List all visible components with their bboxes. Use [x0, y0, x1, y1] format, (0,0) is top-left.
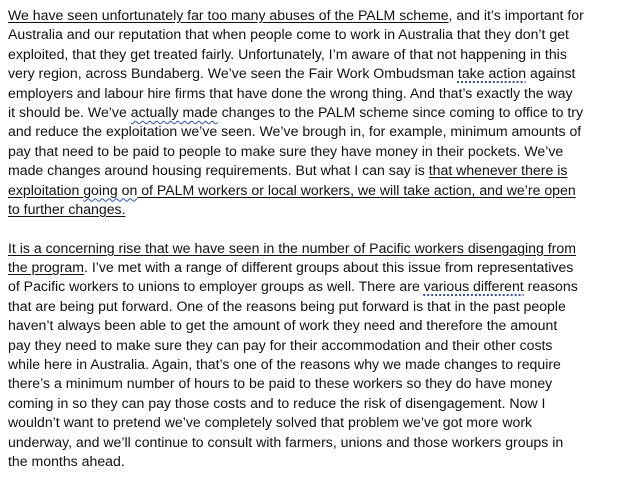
underlined-text: We have seen unfortunately far too many abuses of the PALM scheme	[8, 8, 449, 24]
document-page	[8, 7, 618, 472]
text-line: pay they need to make sure they can pay for their accommodation and their other costs	[8, 337, 553, 354]
text-line: employers and labour hire firms that have done the wrong thing. And that’s exactly the way	[8, 85, 573, 102]
text-line	[8, 104, 614, 123]
text-span: of Pacific workers to unions to employer groups as well. There are	[8, 279, 424, 296]
text-line: exploited, that they get treated fairly. Unfortunately, I’m aware of that not happening in this	[8, 46, 567, 63]
text-line: and reduce the exploitation we’ve seen. We’ve brough in, for example, minimum amounts of	[8, 124, 582, 141]
text-span: . I’ve met with a range of different groups about this issue from representatives	[83, 260, 574, 277]
underlined-text: that whenever there is	[428, 163, 568, 180]
text-line: wouldn’t want to pretend we’ve completely solved that problem we’ve got more work	[8, 415, 533, 432]
text-line	[8, 278, 614, 297]
text-line	[8, 259, 614, 278]
underlined-text: It is a concerning rise that we have seen in the number of Pacific workers disengaging from	[8, 240, 576, 257]
text-line	[8, 65, 614, 84]
text-span: very region, across Bundaberg. We’ve seen the Fair Work Ombudsman	[8, 66, 458, 83]
underlined-text: exploitation	[8, 182, 84, 199]
text-span: reasons	[523, 279, 578, 296]
grammar-flag-text[interactable]: going on	[83, 182, 138, 199]
text-line: there’s a minimum number of hours to be paid to these workers so they do have money	[8, 376, 553, 393]
paragraph-spacer	[8, 220, 618, 239]
text-span: changes to the PALM scheme since coming to office to try	[217, 104, 584, 121]
underlined-text: the program	[8, 260, 84, 277]
text-line	[8, 240, 614, 259]
paragraph-2	[8, 240, 618, 473]
paragraph-1	[8, 7, 618, 220]
text-line: coming in so they can pay those costs and to reduce the risk of disengagement. Now I	[8, 395, 546, 412]
text-line: underway, and we’ll continue to consult with farmers, unions and those workers groups in	[8, 434, 564, 451]
underlined-text: to further changes.	[8, 201, 126, 218]
text-line: pay that need to be paid to people to make sure they have money in their pockets. We’ve	[8, 143, 564, 160]
text-line	[8, 162, 614, 181]
text-line: Australia and our reputation that when people come to work in Australia that they don’t get	[8, 27, 569, 44]
text-line: haven’t always been able to get the amount of work they need and therefore the amount	[8, 318, 558, 335]
grammar-flag-text[interactable]: actually made	[130, 104, 218, 121]
text-span: , and it’s important for	[448, 8, 584, 24]
text-line: the months ahead.	[8, 453, 125, 470]
text-line: while here in Australia. Again, that’s one of the reasons why we made changes to require	[8, 357, 561, 374]
text-span: made changes around housing requirements. But what I can say is	[8, 163, 429, 180]
text-span: it should be. We’ve	[8, 104, 131, 121]
text-line	[8, 7, 614, 26]
text-span: against	[526, 66, 576, 83]
text-line: that are being put forward. One of the reasons being put forward is that in the past people	[8, 298, 566, 315]
underlined-text: of PALM workers or local workers, we will take action, and we’re open	[137, 182, 576, 199]
grammar-flag-text[interactable]: take action	[457, 66, 527, 83]
text-line	[8, 182, 614, 201]
text-line	[8, 201, 614, 220]
grammar-flag-text[interactable]: various different	[423, 279, 524, 296]
